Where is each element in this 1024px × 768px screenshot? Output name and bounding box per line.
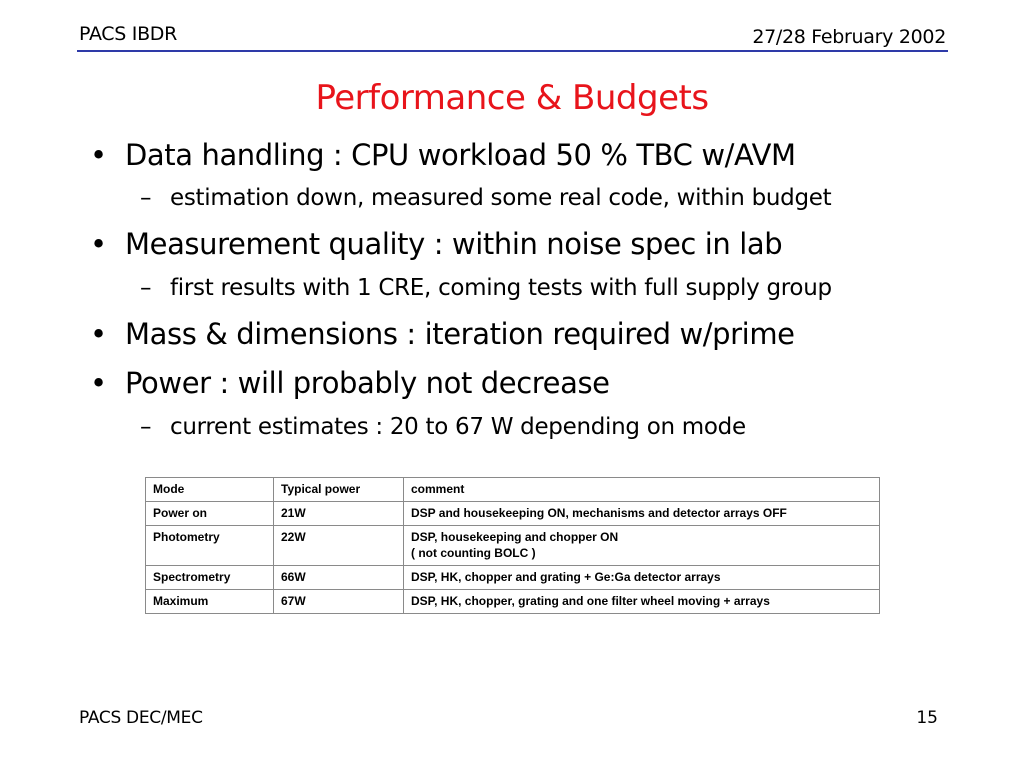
table-row — [146, 502, 880, 526]
cell-comment — [404, 526, 880, 566]
sub-bullet-symbol: – — [140, 414, 152, 440]
cell-power: 22W — [274, 526, 404, 566]
cell-power: 21W — [274, 502, 404, 526]
sub-bullet-text: current estimates : 20 to 67 W depending on mode — [170, 414, 746, 440]
table-row — [146, 526, 880, 566]
cell-comment-line2: ( not counting BOLC ) — [411, 546, 536, 560]
bullet-symbol: • — [90, 227, 107, 261]
header-divider — [77, 50, 948, 52]
table-row — [146, 566, 880, 590]
sub-bullet-data-handling — [140, 185, 831, 211]
header-cell-mode: Mode — [146, 478, 274, 502]
header-cell-comment: comment — [404, 478, 880, 502]
header-left-label: PACS IBDR — [79, 23, 178, 45]
cell-power: 66W — [274, 566, 404, 590]
power-modes-table — [145, 477, 880, 614]
cell-mode: Photometry — [146, 526, 274, 566]
cell-comment-line1: DSP, housekeeping and chopper ON — [411, 530, 619, 544]
cell-comment: DSP, HK, chopper, grating and one filter wheel moving + arrays — [404, 590, 880, 614]
sub-bullet-text: estimation down, measured some real code, within budget — [170, 185, 832, 211]
sub-bullet-symbol: – — [140, 185, 152, 211]
bullet-text: Measurement quality : within noise spec in lab — [125, 227, 783, 261]
page-number: 15 — [916, 708, 938, 728]
bullet-text: Data handling : CPU workload 50 % TBC w/AVM — [125, 138, 796, 172]
cell-power: 67W — [274, 590, 404, 614]
sub-bullet-text: first results with 1 CRE, coming tests with full supply group — [170, 275, 832, 301]
bullet-power — [90, 366, 610, 400]
sub-bullet-symbol: – — [140, 275, 152, 301]
cell-comment: DSP and housekeeping ON, mechanisms and detector arrays OFF — [404, 502, 880, 526]
footer-left-label: PACS DEC/MEC — [79, 708, 203, 728]
cell-mode: Power on — [146, 502, 274, 526]
bullet-measurement-quality — [90, 227, 782, 261]
slide-title: Performance & Budgets — [315, 78, 709, 118]
bullet-symbol: • — [90, 366, 107, 400]
bullet-text: Power : will probably not decrease — [125, 366, 610, 400]
sub-bullet-power — [140, 414, 746, 440]
bullet-data-handling — [90, 138, 796, 172]
cell-comment: DSP, HK, chopper and grating + Ge:Ga detector arrays — [404, 566, 880, 590]
cell-mode: Spectrometry — [146, 566, 274, 590]
bullet-symbol: • — [90, 317, 107, 351]
table-header-row — [146, 478, 880, 502]
cell-mode: Maximum — [146, 590, 274, 614]
sub-bullet-measurement-quality — [140, 275, 832, 301]
bullet-text: Mass & dimensions : iteration required w/prime — [125, 317, 795, 351]
bullet-mass-dimensions — [90, 317, 795, 351]
bullet-symbol: • — [90, 138, 107, 172]
table-row — [146, 590, 880, 614]
header-cell-typical-power: Typical power — [274, 478, 404, 502]
header-date: 27/28 February 2002 — [752, 26, 946, 48]
